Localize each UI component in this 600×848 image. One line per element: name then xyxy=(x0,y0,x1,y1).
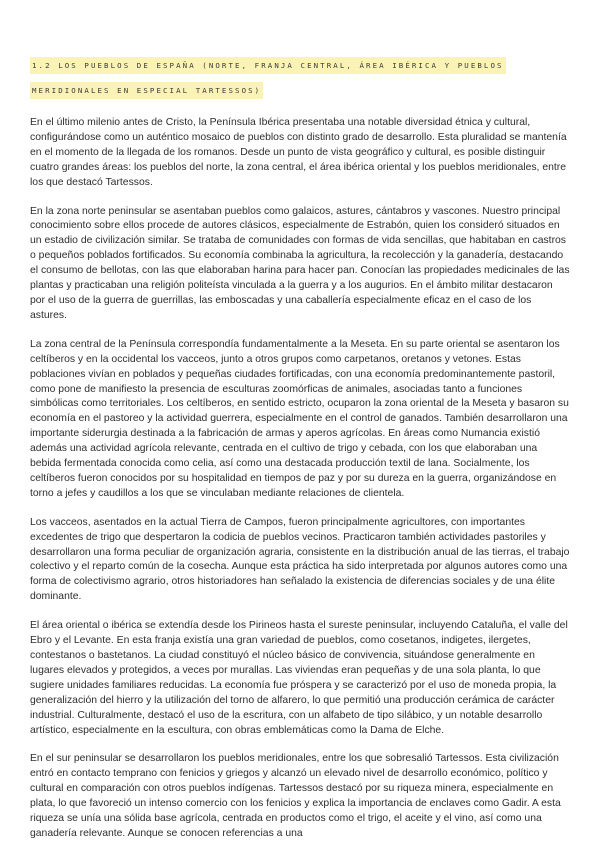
paragraph-north: En la zona norte peninsular se asentaban pueblos como galaicos, astures, cántabros y vascones. Nuestro principal conocimiento sobre ellos procede de autores clásicos, especialmente de Estrabón, quien los consideró situados en un estadio de civilización similar. Se trataba de comunidades con formas de vida sencillas, que habitaban en castros o pequeños poblados fortificados. Su economía combinaba la agricultura, la recolección y la ganadería, destacando el consumo de bellotas, con las que elaboraban harina para hacer pan. Conocían las propiedades medicinales de las plantas y practicaban una religión politeísta vinculada a la guerra y a los augurios. En el ámbito militar destacaron por el uso de la guerra de guerrillas, las emboscadas y una caballería especialmente eficaz en el caso de los astures. xyxy=(30,205,570,321)
section-heading-wrapper xyxy=(30,52,570,102)
section-title: 1.2 LOS PUEBLOS DE ESPAÑA (NORTE, FRANJA CENTRAL, ÁREA IBÉRICA Y PUEBLOS MERIDIONALES EN ESPECIAL TARTESSOS) xyxy=(30,57,506,99)
paragraph-vacceos: Los vacceos, asentados en la actual Tierra de Campos, fueron principalmente agricultores, con importantes excedentes de trigo que despertaron la codicia de pueblos vecinos. Practicaron también actividades pastoriles y desarrollaron una forma peculiar de organización agraria, consistente en la distribución anual de las tierras, el trabajo colectivo y el reparto común de la cosecha. Aunque esta práctica ha sido interpretada por algunos autores como una forma de colectivismo agrario, otros historiadores han señalado la existencia de diferencias sociales y de una élite dominante. xyxy=(30,516,570,603)
paragraph-south: En el sur peninsular se desarrollaron los pueblos meridionales, entre los que sobresalió Tartessos. Esta civilización entró en contacto temprano con fenicios y griegos y alcanzó un elevado nivel de desarrollo económico, político y cultural en comparación con otros pueblos indígenas. Tartessos destacó por su riqueza minera, especialmente en plata, lo que favoreció un intenso comercio con los fenicios y explica la importancia de enclaves como Gadir. A esta riqueza se unía una sólida base agrícola, centrada en productos como el trigo, el aceite y el vino, así como una ganadería relevante. Aunque se conocen referencias a una xyxy=(30,753,561,839)
paragraph-iberian: El área oriental o ibérica se extendía desde los Pirineos hasta el sureste peninsular, incluyendo Cataluña, el valle del Ebro y el Levante. En esta franja existía una gran variedad de pueblos, como cosetanos, indigetes, ilergetes, contestanos o bastetanos. La ciudad constituyó el núcleo básico de convivencia, situándose generalmente en lugares elevados y protegidos, a veces por murallas. Las viviendas eran pequeñas y de una sola planta, lo que sugiere unidades familiares reducidas. La economía fue próspera y se caracterizó por el uso de moneda propia, la generalización del hierro y la utilización del torno de alfarero, lo que permitió una producción cerámica de carácter industrial. Culturalmente, destacó el uso de la escritura, con un alfabeto de tipo silábico, y un notable desarrollo artístico, especialmente en la escultura, con obras emblemáticas como la Dama de Elche. xyxy=(30,620,568,736)
paragraph-intro: En el último milenio antes de Cristo, la Península Ibérica presentaba una notable diversidad étnica y cultural, configurándose como un auténtico mosaico de pueblos con distinto grado de desarrollo. Esta pluralidad se mantenía en el momento de la llegada de los romanos. Desde un punto de vista geográfico y cultural, es posible distinguir cuatro grandes áreas: los pueblos del norte, la zona central, el área ibérica oriental y los pueblos meridionales, entre los que destacó Tartessos. xyxy=(30,117,567,188)
paragraph-central: La zona central de la Península correspondía fundamentalmente a la Meseta. En su parte oriental se asentaron los celtíberos y en la occidental los vacceos, junto a otros grupos como carpetanos, oretanos y vetones. Estas poblaciones vivían en poblados y pequeñas ciudades fortificadas, con una economía predominantemente pastoril, como pone de manifiesto la presencia de esculturas zoomórficas de animales, asociadas tanto a funciones simbólicas como territoriales. Los celtíberos, en sentido estricto, ocuparon la zona oriental de la Meseta y basaron su economía en el pastoreo y la actividad guerrera, especialmente en el control de ganados. También desarrollaron una importante siderurgia destinada a la fabricación de armas y aperos agrícolas. En áreas como Numancia existió además una actividad agrícola relevante, centrada en el cultivo de trigo y cebada, con los que elaboraban una bebida fermentada conocida como celia, así como una destacada producción textil de lana. Socialmente, los celtíberos fueron conocidos por su hospitalidad en tiempos de paz y por su dureza en la guerra, organizándose en torno a jefes y caudillos a los que se vinculaban mediante relaciones de clientela. xyxy=(30,338,569,499)
